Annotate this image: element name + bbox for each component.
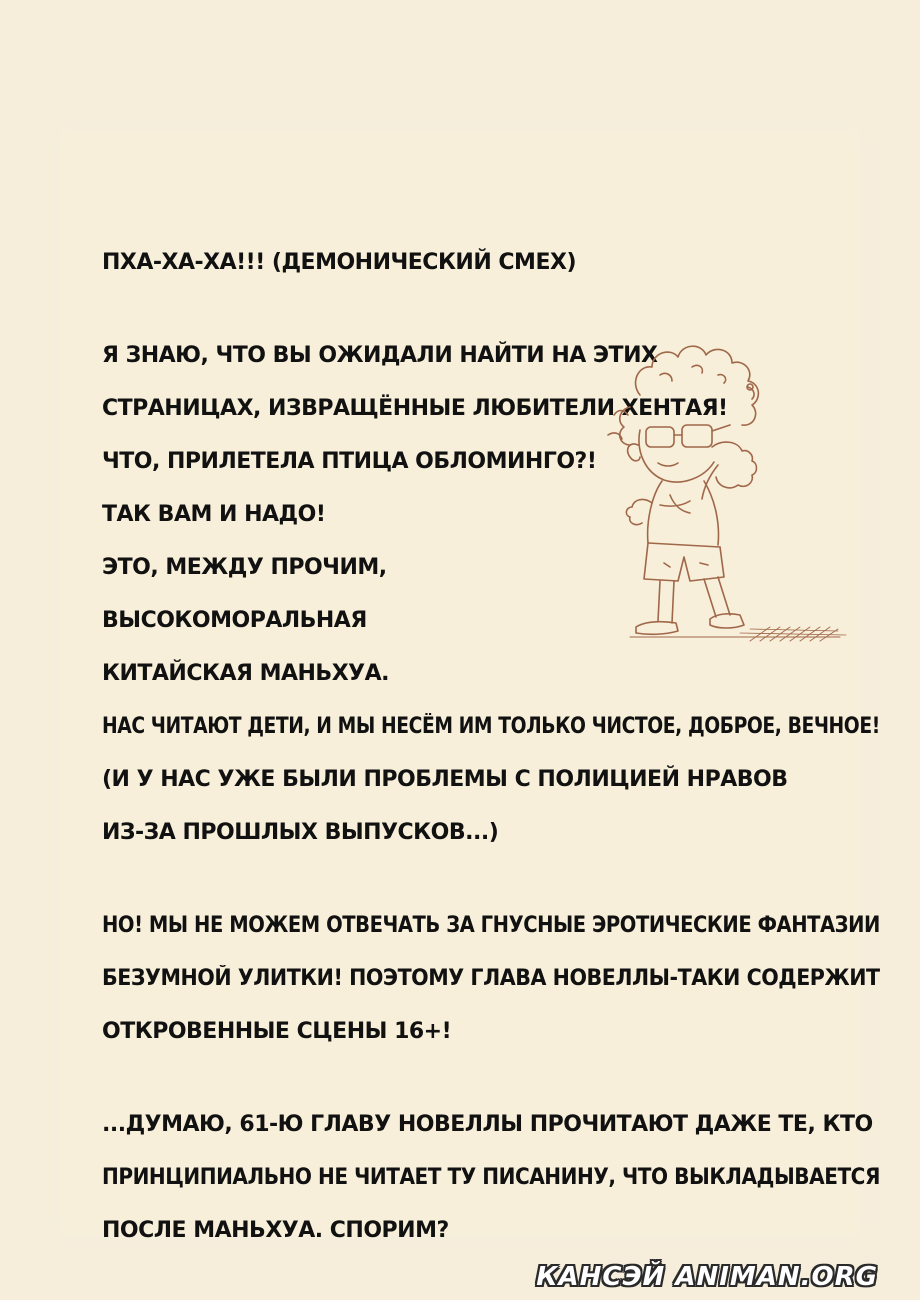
text-line: ...ДУМАЮ, 61-Ю ГЛАВУ НОВЕЛЛЫ ПРОЧИТАЮТ ДАЖЕ ТЕ, КТО (102, 1112, 873, 1137)
text-line: НО! МЫ НЕ МОЖЕМ ОТВЕЧАТЬ ЗА ГНУСНЫЕ ЭРОТИЧЕСКИЕ ФАНТАЗИИ (102, 913, 880, 938)
text-line: СТРАНИЦАХ, ИЗВРАЩЁННЫЕ ЛЮБИТЕЛИ ХЕНТАЯ! (102, 396, 728, 421)
text-line: ПОСЛЕ МАНЬХУА. СПОРИМ? (102, 1218, 449, 1243)
laugh-line: ПХА-ХА-ХА!!! (ДЕМОНИЧЕСКИЙ СМЕХ) (102, 250, 576, 275)
text-line: ТАК ВАМ И НАДО! (102, 502, 326, 527)
text-line: ПРИНЦИПИАЛЬНО НЕ ЧИТАЕТ ТУ ПИСАНИНУ, ЧТО ВЫКЛАДЫВАЕТСЯ (102, 1165, 880, 1190)
text-line: БЕЗУМНОЙ УЛИТКИ! ПОЭТОМУ ГЛАВА НОВЕЛЛЫ-ТАКИ СОДЕРЖИТ (102, 966, 880, 991)
text-line: ВЫСОКОМОРАЛЬНАЯ (102, 608, 367, 633)
text-line: ЭТО, МЕЖДУ ПРОЧИМ, (102, 555, 387, 580)
text-line: (И У НАС УЖЕ БЫЛИ ПРОБЛЕМЫ С ПОЛИЦИЕЙ НРАВОВ (102, 767, 788, 792)
text-line: НАС ЧИТАЮТ ДЕТИ, И МЫ НЕСЁМ ИМ ТОЛЬКО ЧИСТОЕ, ДОБРОЕ, ВЕЧНОЕ! (102, 714, 880, 739)
text-line: ИЗ-ЗА ПРОШЛЫХ ВЫПУСКОВ...) (102, 820, 499, 845)
text-line: ОТКРОВЕННЫЕ СЦЕНЫ 16+! (102, 1019, 452, 1044)
watermark-logo: КАНСЭЙ ANIMAN.ORG (536, 1262, 878, 1292)
text-line: ЧТО, ПРИЛЕТЕЛА ПТИЦА ОБЛОМИНГО?! (102, 449, 597, 474)
text-line: КИТАЙСКАЯ МАНЬХУА. (102, 661, 390, 686)
text-line: Я ЗНАЮ, ЧТО ВЫ ОЖИДАЛИ НАЙТИ НА ЭТИХ (102, 343, 658, 368)
mascot-sketch-illustration (600, 335, 850, 655)
